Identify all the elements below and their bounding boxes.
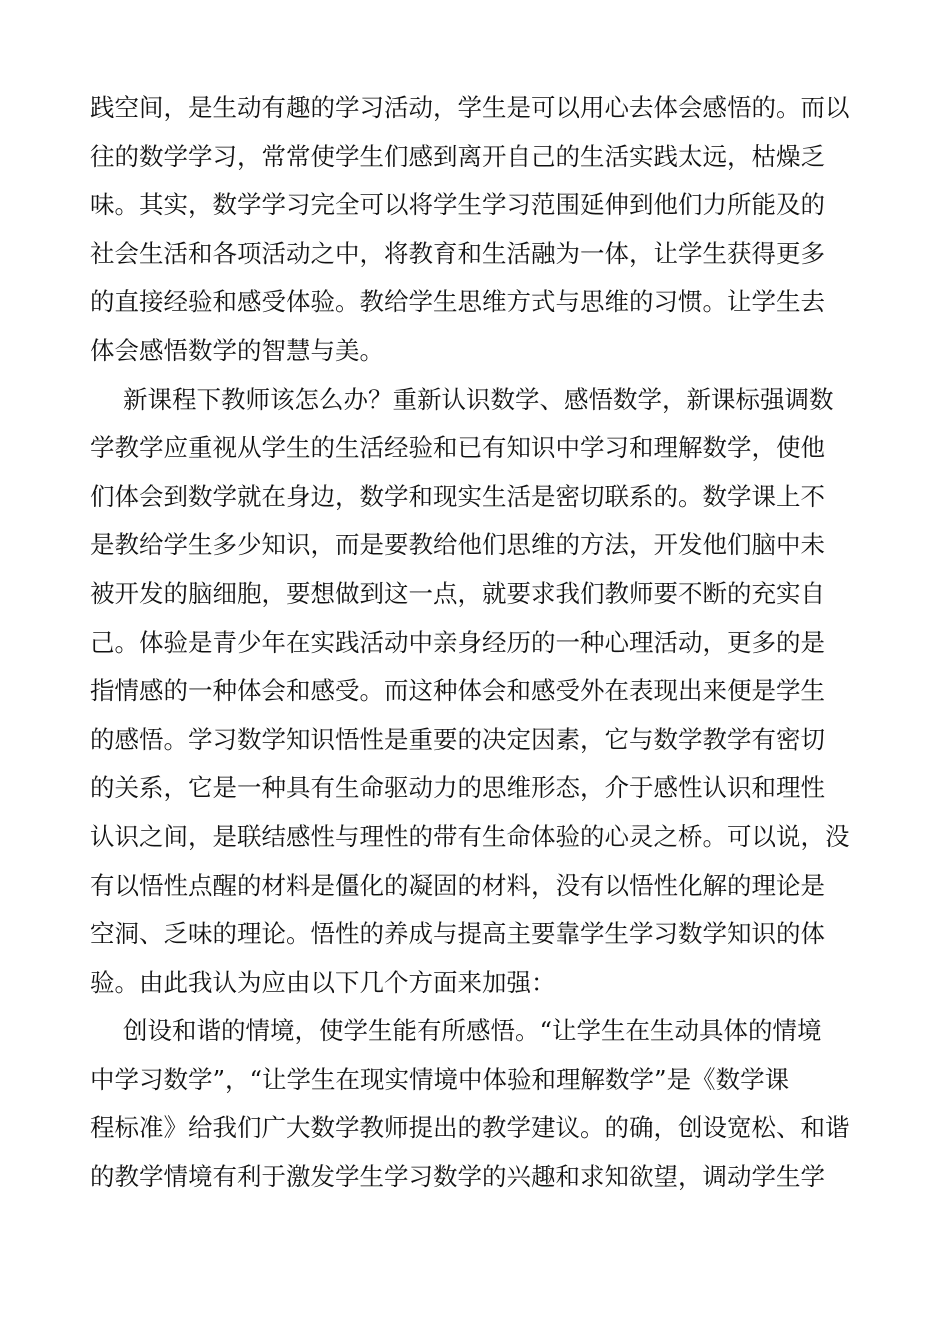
text-line: 被开发的脑细胞，要想做到这一点，就要求我们教师要不断的充实自 [90, 578, 825, 608]
text-line: 的感悟。学习数学知识悟性是重要的决定因素，它与数学教学有密切 [90, 724, 825, 754]
text-line: 有以悟性点醒的材料是僵化的凝固的材料，没有以悟性化解的理论是 [90, 870, 825, 900]
body-text [90, 84, 870, 1202]
text-line: 是教给学生多少知识，而是要教给他们思维的方法，开发他们脑中未 [90, 530, 825, 560]
text-line: 学教学应重视从学生的生活经验和已有知识中学习和理解数学，使他 [90, 433, 825, 463]
text-line: 们体会到数学就在身边，数学和现实生活是密切联系的。数学课上不 [90, 481, 825, 511]
text-line: 认识之间，是联结感性与理性的带有生命体验的心灵之桥。可以说，没 [90, 821, 850, 851]
text-line: 往的数学学习，常常使学生们感到离开自己的生活实践太远，枯燥乏 [90, 141, 825, 171]
paragraph-1 [90, 84, 870, 376]
paragraph-2 [90, 376, 870, 1008]
text-line: 的教学情境有利于激发学生学习数学的兴趣和求知欲望，调动学生学 [90, 1162, 825, 1192]
text-line: 味。其实，数学学习完全可以将学生学习范围延伸到他们力所能及的 [90, 190, 825, 220]
text-line: 中学习数学”，“让学生在现实情境中体验和理解数学”是《数学课 [90, 1064, 790, 1094]
text-line: 的关系，它是一种具有生命驱动力的思维形态，介于感性认识和理性 [90, 773, 825, 803]
paragraph-3 [90, 1007, 870, 1201]
text-line: 创设和谐的情境，使学生能有所感悟。“让学生在生动具体的情境 [123, 1016, 822, 1046]
text-line: 体会感悟数学的智慧与美。 [90, 335, 384, 365]
text-line: 社会生活和各项活动之中，将教育和生活融为一体，让学生获得更多 [90, 238, 825, 268]
text-line: 指情感的一种体会和感受。而这种体会和感受外在表现出来便是学生 [90, 676, 825, 706]
text-line: 己。体验是青少年在实践活动中亲身经历的一种心理活动，更多的是 [90, 627, 825, 657]
text-line: 程标准》给我们广大数学教师提出的教学建议。的确，创设宽松、和谐 [90, 1113, 850, 1143]
text-line: 新课程下教师该怎么办？重新认识数学、感悟数学，新课标强调数 [123, 384, 834, 414]
text-line: 的直接经验和感受体验。教给学生思维方式与思维的习惯。让学生去 [90, 287, 825, 317]
text-line: 践空间，是生动有趣的学习活动，学生是可以用心去体会感悟的。而以 [90, 93, 850, 122]
text-line: 验。由此我认为应由以下几个方面来加强： [90, 967, 556, 997]
text-line: 空洞、乏味的理论。悟性的养成与提高主要靠学生学习数学知识的体 [90, 919, 825, 949]
